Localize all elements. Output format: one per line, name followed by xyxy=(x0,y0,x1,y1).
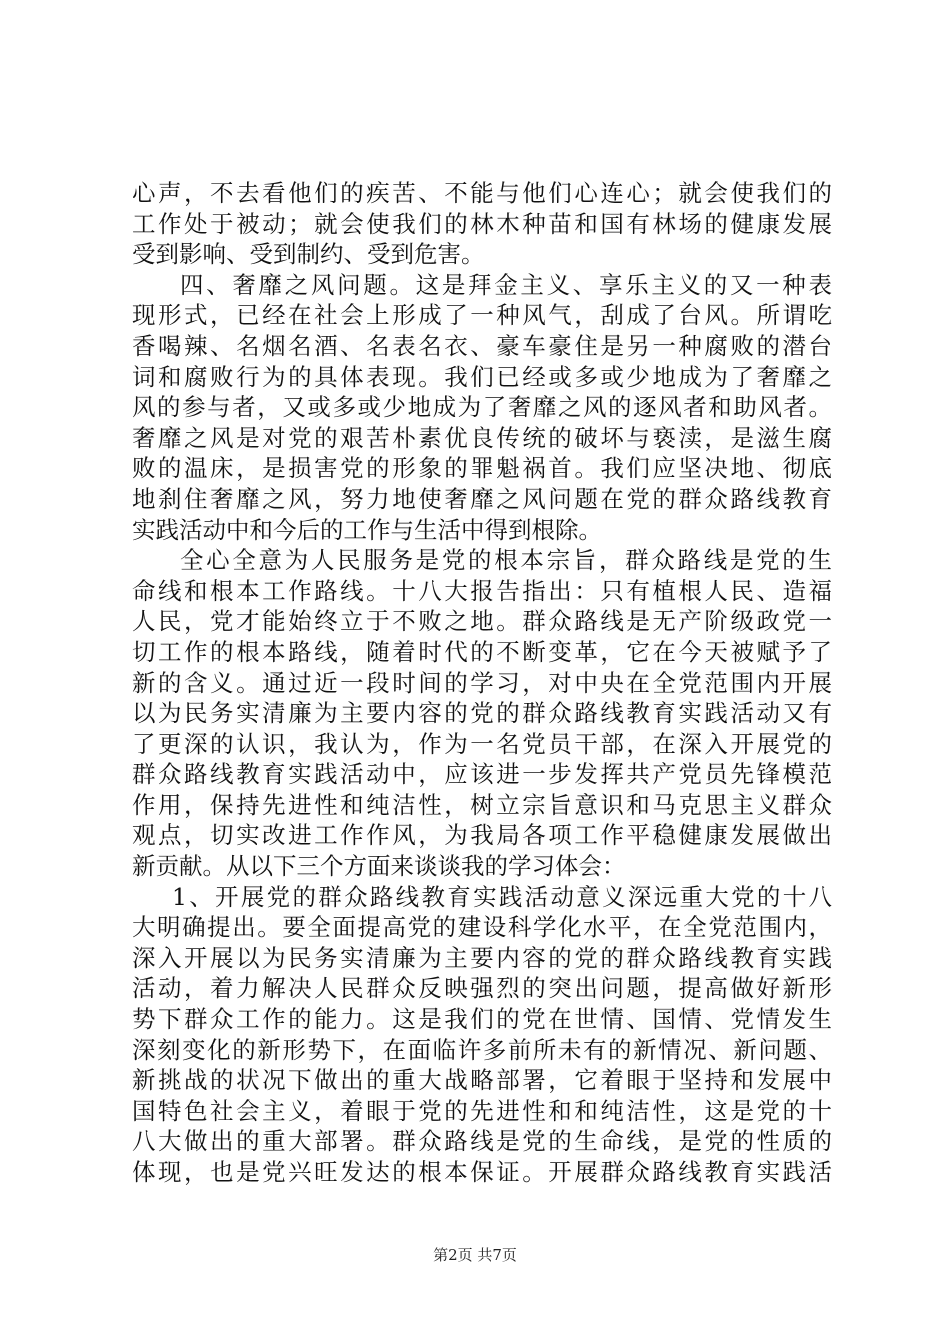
text-line: 词和腐败行为的具体表现。我们已经或多或少地成为了奢靡之 xyxy=(132,362,832,391)
body-text xyxy=(132,178,832,1188)
page-footer: 第2页 共7页 xyxy=(433,1246,517,1264)
text-line: 作用，保持先进性和纯洁性，树立宗旨意识和马克思主义群众 xyxy=(132,790,832,819)
text-line: 新的含义。通过近一段时间的学习，对中央在全党范围内开展 xyxy=(132,668,832,697)
text-line: 群众路线教育实践活动中，应该进一步发挥共产党员先锋模范 xyxy=(132,760,832,789)
text-line: 观点，切实改进工作作风，为我局各项工作平稳健康发展做出 xyxy=(132,821,832,850)
text-line: 体现，也是党兴旺发达的根本保证。开展群众路线教育实践活 xyxy=(132,1158,832,1186)
text-line: 全心全意为人民服务是党的根本宗旨，群众路线是党的生 xyxy=(180,546,832,575)
text-line: 国特色社会主义，着眼于党的先进性和和纯洁性，这是党的十 xyxy=(132,1096,832,1125)
text-line: 活动，着力解决人民群众反映强烈的突出问题，提高做好新形 xyxy=(132,974,832,1003)
text-line: 败的温床，是损害党的形象的罪魁祸首。我们应坚决地、彻底 xyxy=(132,454,832,483)
text-line: 深刻变化的新形势下，在面临许多前所未有的新情况、新问题、 xyxy=(132,1035,832,1064)
text-line: 受到影响、受到制约、受到危害。 xyxy=(132,240,485,269)
text-line: 现形式，已经在社会上形成了一种风气，刮成了台风。所谓吃 xyxy=(132,301,832,330)
text-line: 奢靡之风是对党的艰苦朴素优良传统的破坏与亵渎，是滋生腐 xyxy=(132,423,832,452)
text-line: 深入开展以为民务实清廉为主要内容的党的群众路线教育实践 xyxy=(132,943,832,972)
text-line: 工作处于被动；就会使我们的林木种苗和国有林场的健康发展 xyxy=(132,209,832,238)
text-line: 大明确提出。要全面提高党的建设科学化水平，在全党范围内， xyxy=(132,913,832,942)
text-line: 了更深的认识，我认为，作为一名党员干部，在深入开展党的 xyxy=(132,729,832,758)
text-line: 八大做出的重大部署。群众路线是党的生命线，是党的性质的 xyxy=(132,1127,832,1156)
text-line: 势下群众工作的能力。这是我们的党在世情、国情、党情发生 xyxy=(132,1005,832,1034)
text-line: 实践活动中和今后的工作与生活中得到根除。 xyxy=(132,515,602,544)
text-line: 风的参与者，又或多或少地成为了奢靡之风的逐风者和助风者。 xyxy=(132,393,832,422)
text-line: 新贡献。从以下三个方面来谈谈我的学习体会： xyxy=(132,852,626,881)
text-line: 心声，不去看他们的疾苦、不能与他们心连心；就会使我们的 xyxy=(132,179,832,207)
text-line: 新挑战的状况下做出的重大战略部署，它着眼于坚持和发展中 xyxy=(132,1066,832,1095)
text-line: 香喝辣、名烟名酒、名表名衣、豪车豪住是另一种腐败的潜台 xyxy=(132,331,832,360)
text-line: 命线和根本工作路线。十八大报告指出：只有植根人民、造福 xyxy=(132,576,832,605)
text-line: 地刹住奢靡之风，努力地使奢靡之风问题在党的群众路线教育 xyxy=(132,484,832,513)
text-line: 以为民务实清廉为主要内容的党的群众路线教育实践活动又有 xyxy=(132,699,832,728)
text-line: 四、奢靡之风问题。这是拜金主义、享乐主义的又一种表 xyxy=(180,270,832,299)
text-line: 1、开展党的群众路线教育实践活动意义深远重大党的十八 xyxy=(172,882,832,911)
text-line: 切工作的根本路线，随着时代的不断变革，它在今天被赋予了 xyxy=(132,637,832,666)
text-line: 人民，党才能始终立于不败之地。群众路线是无产阶级政党一 xyxy=(132,607,832,636)
